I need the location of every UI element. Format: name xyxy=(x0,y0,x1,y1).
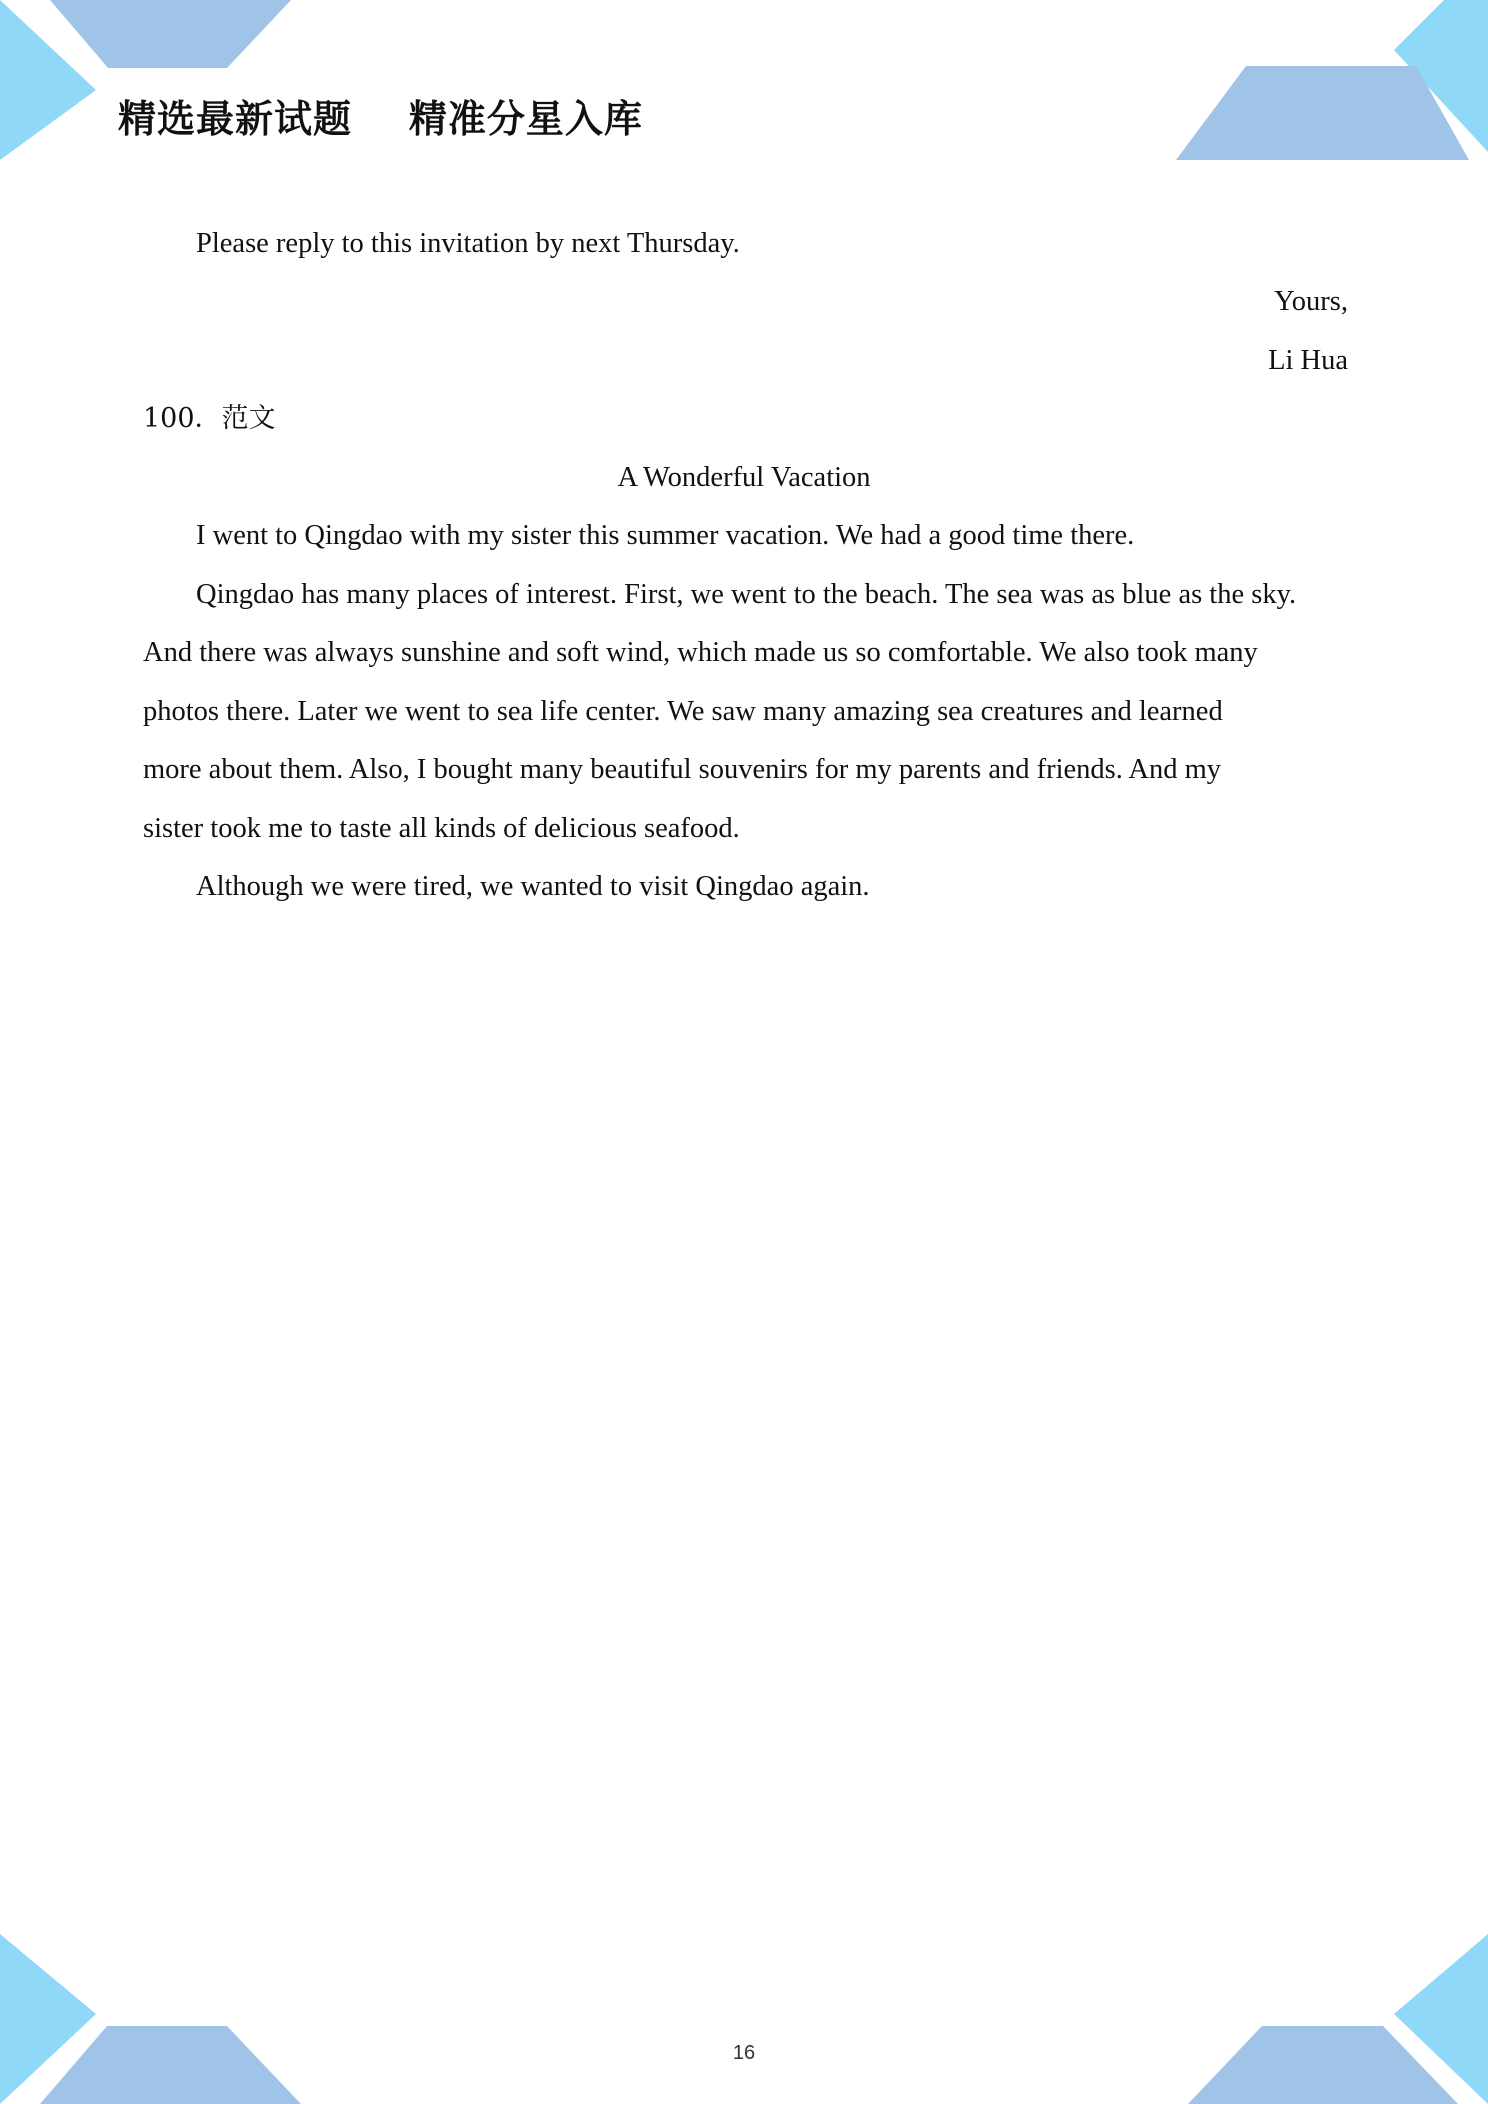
decorative-corner-top-right xyxy=(1168,0,1488,165)
essay-line: photos there. Later we went to sea life center. We saw many amazing sea creatures and learned xyxy=(143,696,1223,727)
question-number-label: 100．范文 xyxy=(143,403,276,434)
letter-closing-line: Please reply to this invitation by next Thursday. xyxy=(196,228,740,259)
essay-line: Qingdao has many places of interest. First, we went to the beach. The sea was as blue as the sky. xyxy=(196,579,1297,610)
essay-line: I went to Qingdao with my sister this summer vacation. We had a good time there. xyxy=(196,520,1135,551)
essay-line: more about them. Also, I bought many beautiful souvenirs for my parents and friends. And my xyxy=(143,754,1222,785)
decorative-corner-bottom-left xyxy=(0,1934,320,2104)
letter-signoff: Yours, xyxy=(1274,286,1348,317)
letter-signature: Li Hua xyxy=(1268,345,1348,376)
essay-title: A Wonderful Vacation xyxy=(617,462,871,493)
essay-line: sister took me to taste all kinds of delicious seafood. xyxy=(143,813,740,844)
essay-line: And there was always sunshine and soft wind, which made us so comfortable. We also took many xyxy=(143,637,1258,668)
page-number: 16 xyxy=(732,2042,756,2064)
essay-line: Although we were tired, we wanted to visit Qingdao again. xyxy=(196,871,870,902)
page-header-title: 精选最新试题 精准分星入库 xyxy=(118,97,643,141)
decorative-corner-bottom-right xyxy=(1168,1934,1488,2104)
